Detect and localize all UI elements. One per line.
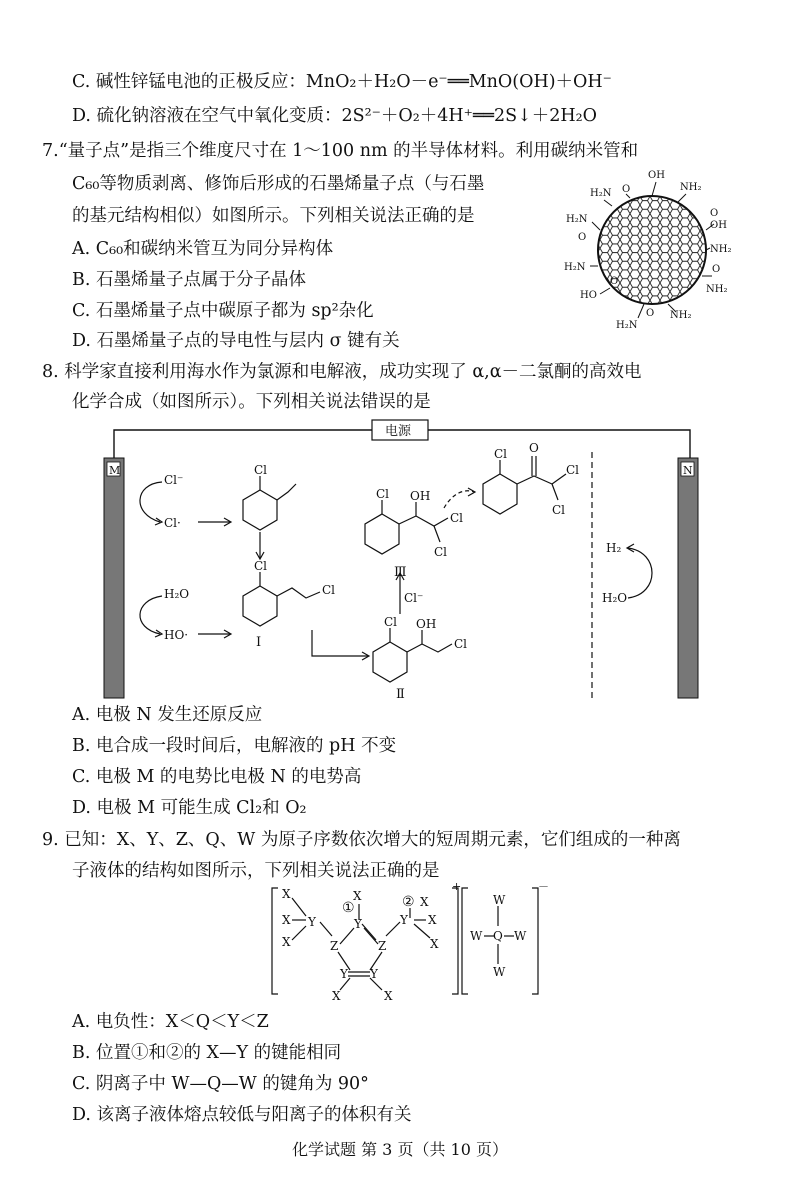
cl-atom: Cl <box>454 637 468 651</box>
x-atom: X <box>332 989 341 1002</box>
y-atom: Y <box>354 917 362 931</box>
q9-stem-line2: 子液体的结构如图所示，下列相关说法正确的是 <box>72 861 440 881</box>
ho-label: HO <box>580 290 597 301</box>
cl-atom: Cl <box>254 463 268 477</box>
cl-atom: Cl <box>384 615 398 629</box>
q7-option-b: B. 石墨烯量子点属于分子晶体 <box>72 270 306 290</box>
y-atom: Y <box>340 967 348 981</box>
q9-option-a: A. 电负性：X＜Q＜Y＜Z <box>72 1012 269 1032</box>
q7-option-d: D. 石墨烯量子点的导电性与层内 σ 键有关 <box>72 331 400 351</box>
q9-option-c: C. 阴离子中 W—Q—W 的键角为 90° <box>72 1074 369 1094</box>
oh-label: OH <box>648 170 665 181</box>
q8-option-c: C. 电极 M 的电势比电极 N 的电势高 <box>72 767 362 787</box>
cl-atom: Cl <box>566 463 580 477</box>
x-atom: X <box>430 937 439 951</box>
q6-option-c: C. 碱性锌锰电池的正极反应：MnO₂＋H₂O－e⁻══MnO(OH)＋OH⁻ <box>72 72 612 92</box>
w-atom: W <box>493 893 506 907</box>
cation-charge: + <box>452 880 462 893</box>
q8-stem-line1: 8. 科学家直接利用海水作为氯源和电解液，成功实现了 α,α－二氯酮的高效电 <box>42 362 642 382</box>
q7-stem-line2: C₆₀等物质剥离、修饰后形成的石墨烯量子点（与石墨 <box>72 174 485 194</box>
h2n-label: H₂N <box>566 214 588 225</box>
x-atom: X <box>282 887 291 901</box>
w-atom: W <box>493 965 506 979</box>
q7-option-a: A. C₆₀和碳纳米管互为同分异构体 <box>72 239 334 259</box>
nh2-label: NH₂ <box>706 284 728 295</box>
q8-option-d: D. 电极 M 可能生成 Cl₂和 O₂ <box>72 798 307 818</box>
cl-atom: Cl <box>552 503 566 517</box>
o-label: O <box>710 208 719 219</box>
oxygen-atom: O <box>529 441 539 455</box>
y-atom: Y <box>400 913 408 927</box>
w-atom: W <box>470 929 483 943</box>
page-footer: 化学试题 第 3 页（共 10 页） <box>292 1140 508 1159</box>
cl-atom: Cl <box>322 583 336 597</box>
water-label-n: H₂O <box>602 591 628 605</box>
ionic-liquid-structure-figure <box>262 880 562 1002</box>
cl-atom: Cl <box>494 447 508 461</box>
electrode-n <box>678 458 698 698</box>
cl-atom: Cl <box>254 559 268 573</box>
anion-charge: － <box>538 880 549 893</box>
cl-atom: Cl <box>450 511 464 525</box>
o-label: O <box>622 184 631 195</box>
graphene-quantum-dot-figure <box>560 166 740 334</box>
cl-atom: Cl <box>434 545 448 559</box>
q6-option-d: D. 硫化钠溶液在空气中氧化变质：2S²⁻＋O₂＋4H⁺══2S↓＋2H₂O <box>72 106 598 126</box>
compound-iii-label: Ⅲ <box>394 565 407 580</box>
cl-ion-label: Cl⁻ <box>164 473 184 487</box>
x-atom: X <box>282 935 291 949</box>
q8-option-a: A. 电极 N 发生还原反应 <box>72 705 263 725</box>
o-label: O <box>610 276 619 287</box>
power-source-label: 电源 <box>385 424 412 439</box>
hydroxyl-radical-label: HO· <box>164 628 189 642</box>
q-atom: Q <box>493 929 503 943</box>
y-atom: Y <box>370 967 378 981</box>
electrode-n-label: N <box>683 464 693 477</box>
q9-stem-line1: 9. 已知：X、Y、Z、Q、W 为原子序数依次增大的短周期元素，它们组成的一种离 <box>42 830 681 850</box>
y-atom: Y <box>308 915 316 929</box>
h2n-label: H₂N <box>616 320 638 331</box>
electrode-m <box>104 458 124 698</box>
q9-option-d: D. 该离子液体熔点较低与阳离子的体积有关 <box>72 1105 412 1125</box>
h2n-label: H₂N <box>564 262 586 273</box>
compound-ii-label: Ⅱ <box>396 687 405 702</box>
q7-stem-line1: 7.“量子点”是指三个维度尺寸在 1～100 nm 的半导体材料。利用碳纳米管和 <box>42 141 639 161</box>
q7-option-c: C. 石墨烯量子点中碳原子都为 sp²杂化 <box>72 301 374 321</box>
q7-stem-line3: 的基元结构相似）如图所示。下列相关说法正确的是 <box>72 206 475 226</box>
h2n-label: H₂N <box>590 188 612 199</box>
x-atom: X <box>420 895 429 909</box>
hydrogen-label: H₂ <box>606 541 622 555</box>
electrochemical-synthesis-figure <box>100 418 720 708</box>
electrode-m-label: M <box>109 464 121 477</box>
x-atom: X <box>428 913 437 927</box>
cl-ion-label: Cl⁻ <box>404 591 424 605</box>
q8-option-b: B. 电合成一段时间后，电解液的 pH 不变 <box>72 736 397 756</box>
o-label: O <box>712 264 721 275</box>
nh2-label: NH₂ <box>680 182 702 193</box>
w-atom: W <box>514 929 527 943</box>
x-atom: X <box>282 913 291 927</box>
o-label: O <box>578 232 587 243</box>
x-atom: X <box>353 889 362 903</box>
nh2-label: NH₂ <box>670 310 692 321</box>
o-label: O <box>646 308 655 319</box>
nh2-label: NH₂ <box>710 244 732 255</box>
water-label: H₂O <box>164 587 190 601</box>
oh-label: OH <box>710 220 727 231</box>
x-atom: X <box>384 989 393 1002</box>
oh-label: OH <box>410 489 431 503</box>
position-2-marker: ② <box>402 894 415 910</box>
q8-stem-line2: 化学合成（如图所示）。下列相关说法错误的是 <box>72 392 431 412</box>
position-1-marker: ① <box>342 900 355 916</box>
oh-label: OH <box>416 617 437 631</box>
q9-option-b: B. 位置①和②的 X—Y 的键能相同 <box>72 1043 342 1063</box>
cl-atom: Cl <box>376 487 390 501</box>
z-atom: Z <box>378 939 387 953</box>
compound-i-label: Ⅰ <box>256 635 262 650</box>
cl-radical-label: Cl· <box>164 516 181 530</box>
z-atom: Z <box>330 939 339 953</box>
